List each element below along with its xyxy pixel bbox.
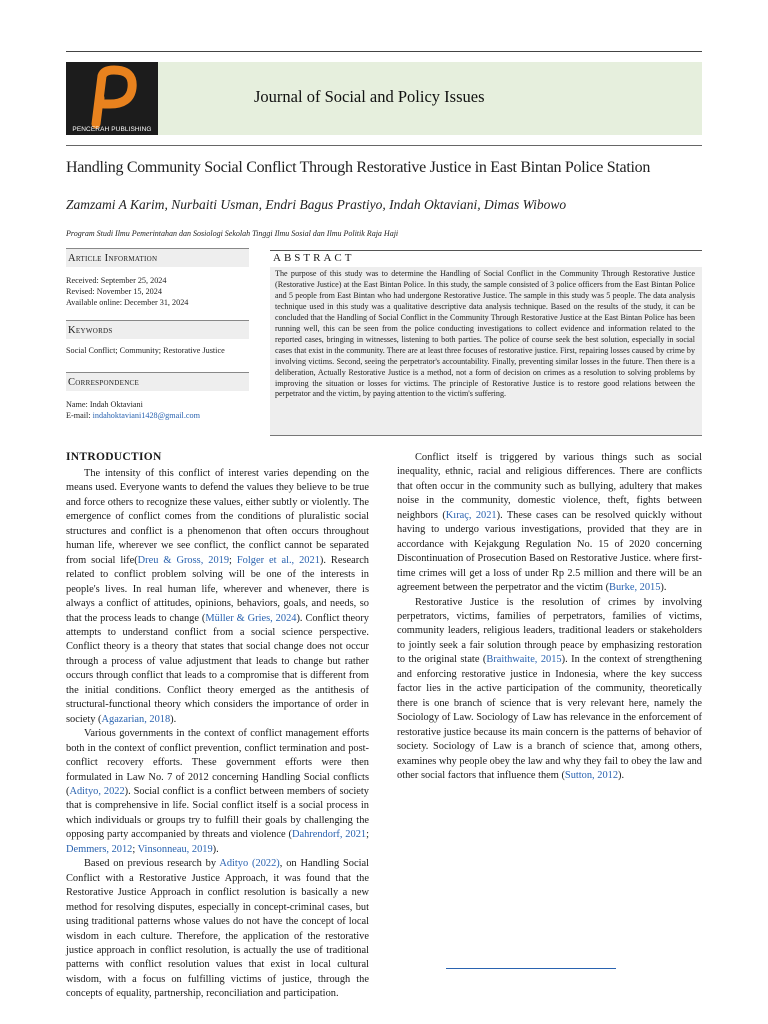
intro-paragraph-3: Based on previous research by Adityo (2022), on Handling Social Conflict with a Restorative Justice Approach, it was found that the Restorative Justice Approach in conflict resolution is basically a new method for resolving disputes, especially in concept-criminal cases, but using traditional patterns whose values do not have the concept of local wisdom in each culture. Therefore, the application of the restorative justice approach in conflict resolution, is actually the use of traditional patterns with conflict resolution values that exist in local cultural wisdom, with a focus on fulfilling victims of justice, through the concepts of equality, partnership, reconciliation and participation. [66,858,369,1000]
correspondence-name: Name: Indah Oktaviani [66,400,143,409]
citation-link[interactable]: Adityo, 2022 [69,785,125,797]
affiliation: Program Studi Ilmu Pemerintahan dan Sosiologi Sekolah Tinggi Ilmu Sosial dan Ilmu Politik Raja Haji [66,229,399,238]
citation-link[interactable]: Vinsonneau, 2019 [137,843,213,855]
keywords-block [66,346,246,357]
citation-link[interactable]: Demmers, 2012 [66,843,133,855]
citation-link[interactable]: Adityo (2022) [219,858,280,870]
citation-link[interactable]: Burke, 2015 [609,582,661,594]
received-date: Received: September 25, 2024 [66,276,167,285]
correspondence-heading: Correspondence [66,372,249,391]
footnote-rule [446,968,616,969]
email-link[interactable]: indahoktaviani1428@gmail.com [92,410,200,420]
keywords-text: Social Conflict; Community; Restorative Justice [66,346,225,355]
introduction-heading: INTRODUCTION [66,451,162,463]
citation-link[interactable]: Dreu & Gross, 2019 [137,554,230,566]
article-info-heading: Article Information [66,248,249,267]
intro-paragraph-2: Various governments in the context of conflict management efforts both in the context of conflict prevention, conflict termination and post-conflict recovery efforts. These government efforts were then formulated in Law No. 7 of 2012 concerning Handling Social conflicts (Adityo, 2022). Social conflict is a conflict between members of society that is comprehensive in life. Social conflict itself is a social process in which individuals or groups try to fulfill their goals by challenging the opposing party accompanied by threats and violence (Dahrendorf, 2021; Demmers, 2012; Vinsonneau, 2019). [66,728,369,855]
intro-paragraph-5: Restorative Justice is the resolution of crimes by involving perpetrators, victims, families of perpetrators, families of victims, community leaders, religious leaders, traditional leaders or stakeholders to jointly seek a fair solution through peace by emphasizing restoration to the original state (Braithwaite, 2015). In the context of strengthening and enforcing restorative justice in Indonesia, where the key success factor lies in the active participation of the community, theoretically there is one branch of science that is very relevant here, namely the Sociology of Law. Sociology of Law has relevance in the enforcement of restorative justice because its main concern is the patterns of behavior of society. Sociology of Law is a branch of science that, among others, examines why people obey the law and why they fail to obey the law and other social factors that influence them (Sutton, 2012). [397,596,702,781]
citation-link[interactable]: Dahrendorf, 2021 [291,829,367,841]
publisher-name: PENCERAH PUBLISHING [72,126,152,133]
available-date: Available online: December 31, 2024 [66,297,189,307]
intro-paragraph-1: The intensity of this conflict of interest varies depending on the means used. Everyone wants to defend the values they believe to be true and force others to recognize these values, either subtly or violently. The emergence of conflict comes from the conditions of pluralistic social structures and conflict is a phenomenon that often occurs throughout human life, wherever we see conflict, the conflict cannot be separated from social life(Dreu & Gross, 2019; Folger et al., 2021). Research related to conflict problem solving will be one of the interests in people's lives. In real human life, wherever and whenever, there is always a conflict of attitudes, opinions, behaviors, goals, and needs, so that the process leads to change (Müller & Gries, 2024). Conflict theory attempts to understand conflict from a social science perspective. Conflict theory is a theory that states that social change does not occur through a process of value adjustment that leads to change but rather occurs through conflict that leads to a compromise that is different from the initial conditions. Conflict theory emerged as the antithesis of structural-functional theory which considers the importance of order in society (Agazarian, 2018). [66,468,370,725]
citation-link[interactable]: Agazarian, 2018 [101,713,171,725]
top-rule [66,51,702,52]
email-label: E-mail: [66,410,93,420]
correspondence-email-row [66,411,246,422]
correspondence-block [66,400,246,422]
citation-link[interactable]: Müller & Gries, 2024 [205,612,297,624]
citation-link[interactable]: Kıraç, 2021 [445,509,497,521]
citation-link[interactable]: Braithwaite, 2015 [486,654,562,666]
citation-link[interactable]: Sutton, 2012 [564,769,619,781]
body-column-left [66,467,369,1002]
journal-title: Journal of Social and Policy Issues [254,87,485,106]
header-rule [66,145,702,146]
paper-title: Handling Community Social Conflict Through Restorative Justice in East Bintan Police Station [66,159,651,176]
article-info-block [66,276,246,308]
journal-banner [158,62,702,135]
logo-p-icon [66,62,158,135]
authors: Zamzami A Karim, Nurbaiti Usman, Endri Bagus Prastiyo, Indah Oktaviani, Dimas Wibowo [66,197,567,212]
revised-date: Revised: November 15, 2024 [66,286,162,296]
keywords-heading: Keywords [66,320,249,339]
body-column-right [397,451,702,783]
abstract-heading: ABSTRACT [270,250,702,267]
intro-paragraph-4: Conflict itself is triggered by various things such as social inequality, ethnic, racial and religious differences. There are conflicts that often occur in the community such as bullying, adultery that makes noise in the community, domestic violence, theft, fights between neighbors (Kıraç, 2021). These cases can be resolved quickly without having to undergo various investigations, provided that they are in accordance with Kejakgung Regulation No. 15 of 2020 concerning Discontinuation of Prosecution Based on Restorative Justice. where first-time crimes will get a loss of under Rp 2.5 million and there will be an agreement between the perpetrator and the victim (Burke, 2015). [397,452,702,594]
citation-link[interactable]: Folger et al., 2021 [236,554,320,566]
publisher-logo [66,62,158,135]
abstract-text: The purpose of this study was to determine the Handling of Social Conflict in the Community Through Restorative Justice (Restorative Justice) at the East Bintan Police. In this study, the sample consisted of 3 police officers from the East Bintan Police and 5 people from East Bintan who had undergone Restorative Justice. The sample in this study was 5 people. The data analysis technique used in this study was a qualitative descriptive data analysis technique. Based on the results of the study, it can be concluded that the Handling of Social Conflict in the Community Through Restorative Justice at the East Bintan Police has been running well, this can be seen from the police conducting investigations to collect evidence and information related to the reported cases, bringing in witnesses, listening to both parties. The police of course seek the best solution, especially in social cases that exist in the community. There are at least three focuses of restorative justice. First, repairing losses caused by crime by involving victims. Second, seeing the perpetrator's accountability. Finally, preventing similar losses in the future. Then there is a deliberation, Actually Restorative Justice is a method, not a form of decision on crimes as a resolution to solving problems by improving the situation or losses for victims. The principle of Restorative Justice is to restore good relations between the perpetrator and the victim, by paying attention to the victim's suffering. [275,269,695,399]
